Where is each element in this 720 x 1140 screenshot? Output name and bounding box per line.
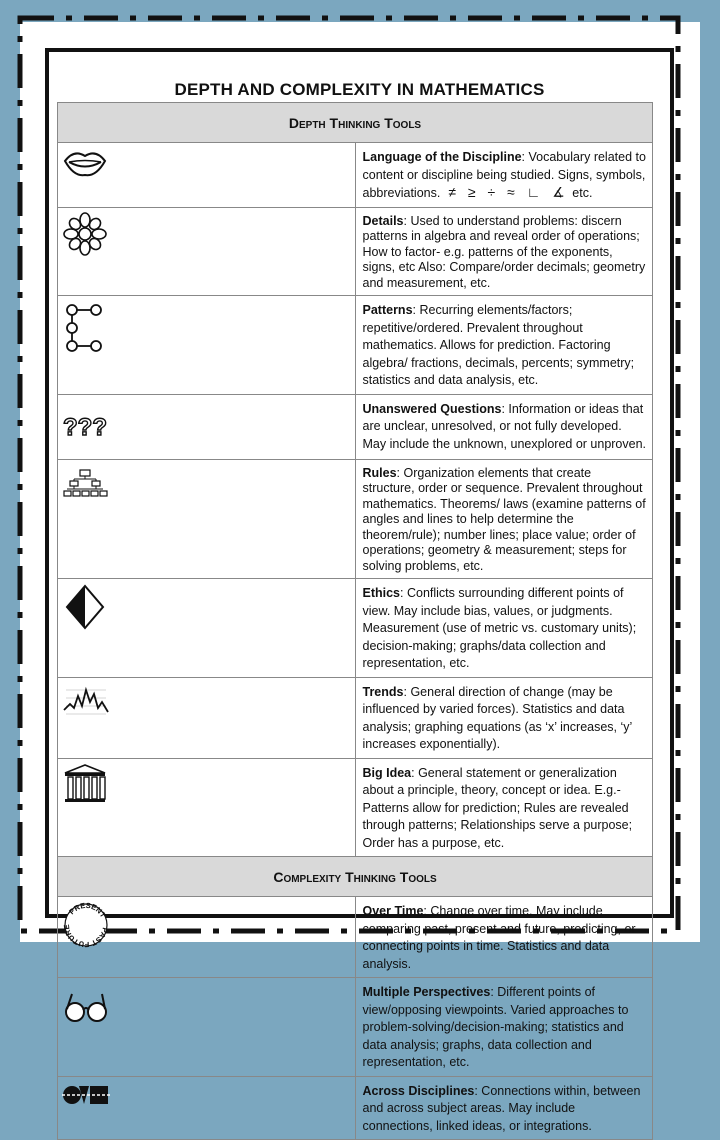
trend-line-icon [58,677,356,758]
table-row [58,143,653,208]
thinking-tools-table [57,102,653,1140]
table-row [58,677,653,758]
tool-rules [355,459,653,579]
tool-over-time [355,897,653,978]
tool-big-idea [355,758,653,857]
tool-name: Language of the Discipline [362,150,522,164]
tool-name: Trends [362,684,404,699]
tool-language-of-the-discipline [355,143,653,208]
question-marks-icon [58,394,356,459]
svg-text:???: ??? [63,413,107,441]
table-row [58,579,653,678]
past-present-future-icon [58,897,356,978]
diamond-scale-icon [58,579,356,678]
lips-icon [58,143,356,208]
table-row [58,459,653,579]
dot-pattern-icon [58,296,356,395]
tool-name: Patterns [362,303,413,317]
content-frame [45,48,674,1133]
page-title: DEPTH AND COMPLEXITY IN MATHEMATICS [174,80,545,99]
complexity-header-row [58,857,653,897]
tool-description: : Conflicts surrounding different points of view. May include bias, values, or judgments. Measurement (use of metric vs. customary units); decision-making; graphs/data collection and representation, etc. [362,586,637,670]
across-disciplines-icon [58,1076,356,1140]
table-row [58,758,653,857]
tool-description: : Vocabulary related to content or discipline being studied. Signs, symbols, abbreviations. [362,150,646,200]
tool-unanswered-questions [355,394,653,459]
tool-details [355,207,653,296]
table-row [58,296,653,395]
temple-icon [58,758,356,857]
tool-description: : Organization elements that create structure, order or sequence. Prevalent throughout mathematics. Theorems/ laws (examine patterns of angles and lines to help determine the theorem/rule); number lines; place value; order of operations; geometry & measurement; steps for solving problems, etc. [362,465,646,573]
tool-name: Over Time [362,904,424,918]
over-time-present-text: PRESENT [67,901,108,920]
tool-name: Across Disciplines [362,1083,475,1098]
tool-description: : General direction of change (may be influenced by varied forces). Statistics and data analysis; graphing equations (as ‘x’ increases, ‘y’ increases exponentially). [362,684,632,751]
tool-description: : General statement or generalization about a principle, theory, concept or idea. E.g.- Patterns allow for prediction; Rules are revealed through patterns; Relationships serve a purpose; Order has a purpose, etc. [362,765,633,850]
math-symbols: ≠ ≥ ÷ ≈ ∟ ∡ [448,184,569,200]
tool-across-disciplines [355,1076,653,1140]
tool-multiple-perspectives [355,978,653,1077]
tool-name: Unanswered Questions [362,401,502,416]
over-time-future-text: FUTURE [62,923,90,949]
table-row [58,207,653,296]
tool-description: : Change over time. May include comparing past, present and future, predicting, or connecting points in time. Statistics and data analysis. [362,904,636,971]
flower-icon [58,207,356,296]
glasses-icon [58,978,356,1077]
depth-header-row [58,103,653,143]
tool-name: Ethics [362,586,401,600]
tool-trends [355,677,653,758]
complexity-section-header: Complexity Thinking Tools [58,857,653,897]
tool-patterns [355,296,653,395]
table-row [58,1076,653,1140]
tool-description: : Recurring elements/factors; repetitive/ordered. Prevalent throughout mathematics. Allows for prediction. Factoring algebra/ fractions, decimals, percents; symmetry; statistics and data analysis, etc. [362,303,635,387]
tool-description: : Used to understand problems: discern patterns in algebra and reveal order of operations; How to factor- e.g. patterns of the exponents, signs, etc Also: Compare/order decimals; geometry and measurement, etc. [362,213,646,290]
tool-description: : Different points of view/opposing viewpoints. Varied approaches to problem-solving/decision-making; statistics and data analysis; graphs, data collection and representation, etc. [362,985,629,1069]
etc-text: etc. [572,186,593,200]
table-row [58,897,653,978]
tool-description: : Connections within, between and across subject areas. May include connections, linked ideas, or integrations. [362,1083,641,1133]
table-row [58,394,653,459]
tool-ethics [355,579,653,678]
tool-name: Multiple Perspectives [362,985,491,999]
tool-name: Big Idea [362,765,412,780]
org-chart-icon [58,459,356,579]
depth-section-header: Depth Thinking Tools [58,103,653,143]
tool-name: Details [362,213,404,228]
table-row [58,978,653,1077]
tool-name: Rules [362,465,397,480]
tool-description: : Information or ideas that are unclear, unresolved, or not fully developed. May include the unknown, unexplored or unproven. [362,401,647,451]
over-time-past-text: PAST [90,926,110,948]
